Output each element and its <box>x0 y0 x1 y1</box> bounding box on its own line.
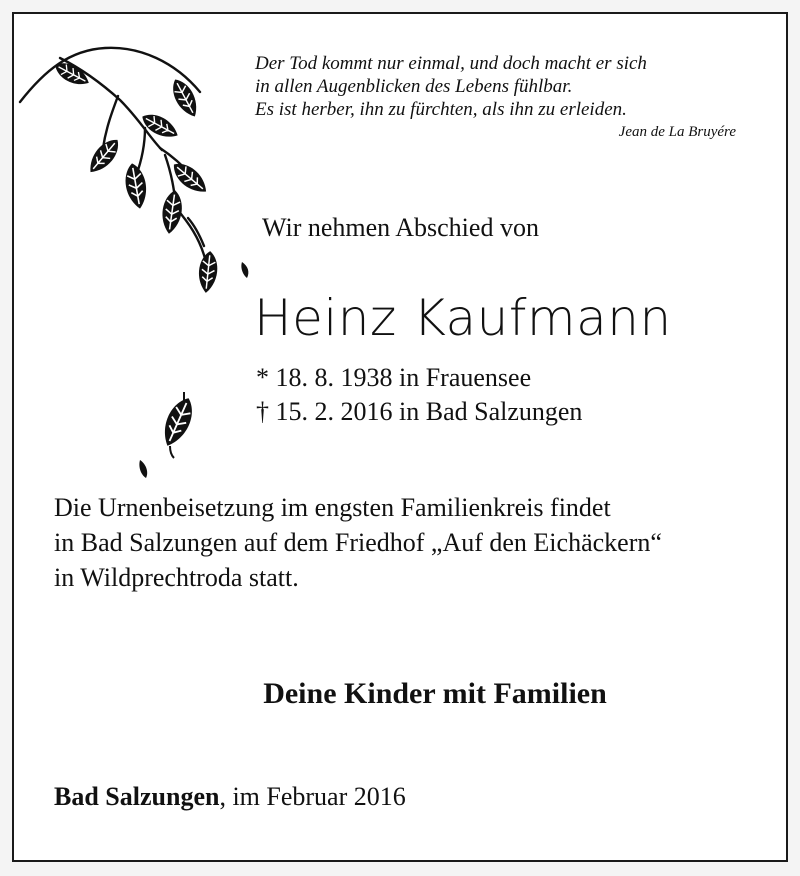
life-dates <box>256 361 582 429</box>
place-and-date <box>54 780 406 814</box>
info-line: in Bad Salzungen auf dem Friedhof „Auf den Eichäckern“ <box>54 528 662 557</box>
quote-line: in allen Augenblicken des Lebens fühlbar. <box>255 76 573 97</box>
farewell-intro: Wir nehmen Abschied von <box>262 213 539 242</box>
deceased-name: Heinz Kaufmann <box>254 289 672 347</box>
birth-date: * 18. 8. 1938 in Frauensee <box>256 363 532 392</box>
info-line: in Wildprechtroda statt. <box>54 563 299 592</box>
quote-author: Jean de La Bruyére <box>618 124 736 140</box>
death-date: † 15. 2. 2016 in Bad Salzungen <box>256 397 583 426</box>
burial-information <box>54 490 662 595</box>
family-signature: Deine Kinder mit Familien <box>263 677 607 710</box>
quote-text <box>255 52 745 121</box>
falling-leaf-fragments <box>139 262 248 478</box>
quote-line: Es ist herber, ihn zu fürchten, als ihn zu erleiden. <box>255 99 627 120</box>
place-name: Bad Salzungen <box>54 782 220 811</box>
quote-line: Der Tod kommt nur einmal, und doch macht er sich <box>255 53 647 74</box>
info-line: Die Urnenbeisetzung im engsten Familienkreis findet <box>54 493 611 522</box>
closing-date: , im Februar 2016 <box>219 782 406 811</box>
